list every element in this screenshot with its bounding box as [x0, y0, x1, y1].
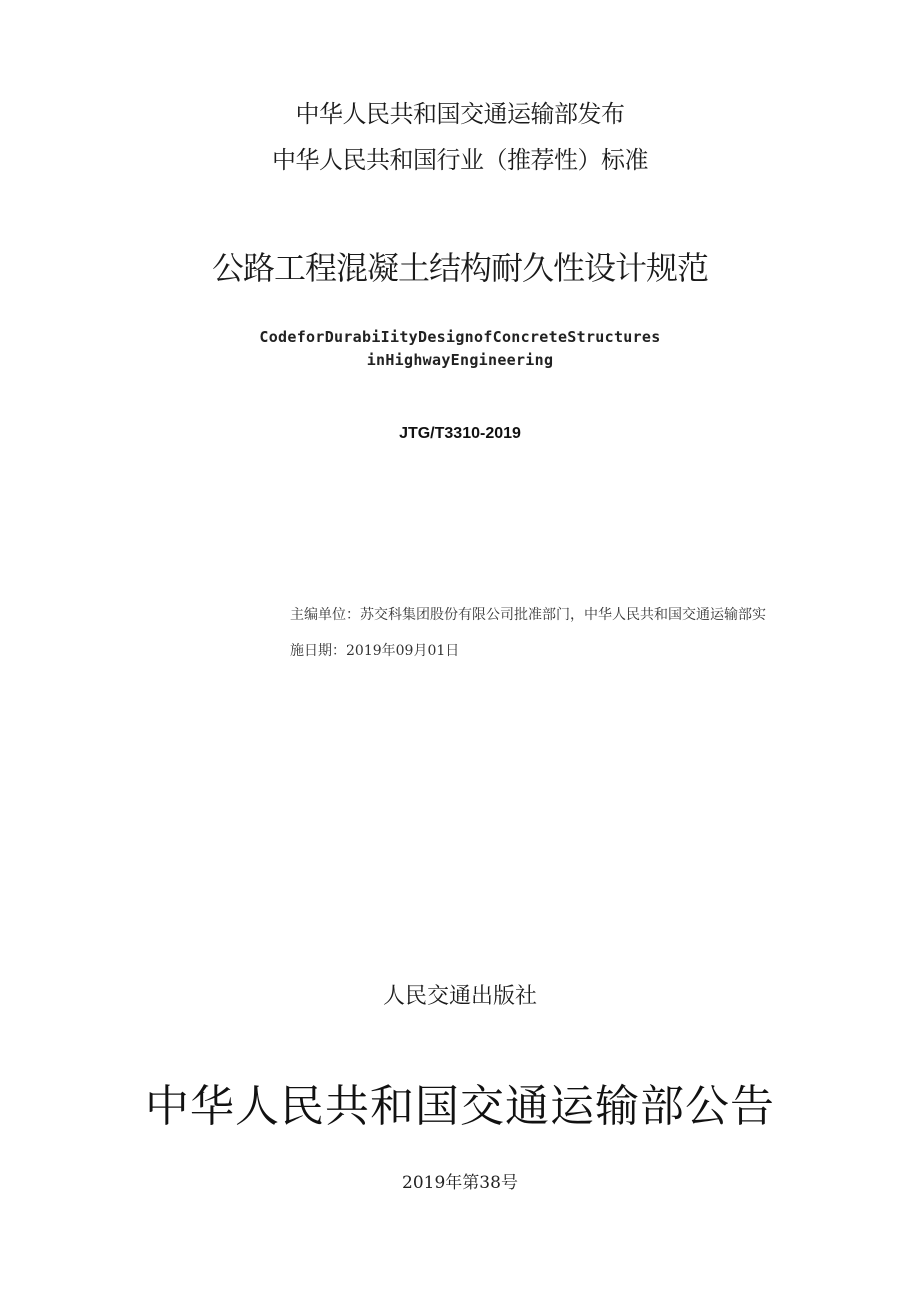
publisher-name: 人民交通出版社 — [382, 984, 537, 1009]
announcement-title: 中华人民共和国交通运输部公告 — [145, 1081, 775, 1132]
english-title-line-1: CodeforDurabiIityDesignofConcreteStructures — [259, 328, 661, 346]
announcement-number: 2019年第38号 — [402, 1173, 518, 1193]
chinese-title: 公路工程混凝土结构耐久性设计规范 — [211, 249, 708, 287]
standard-code: JTG/T3310-2019 — [399, 425, 521, 442]
english-title-line-2: inHighwayEngineering — [366, 351, 554, 369]
standard-type-line: 中华人民共和国行业（推荐性）标准 — [272, 146, 648, 174]
issuer-line: 中华人民共和国交通运输部发布 — [295, 100, 625, 128]
date-line: 施日期：2019年09月01日 — [290, 643, 460, 659]
editor-line: 主编单位：苏交科集团股份有限公司批准部门，中华人民共和国交通运输部实 — [290, 607, 766, 623]
